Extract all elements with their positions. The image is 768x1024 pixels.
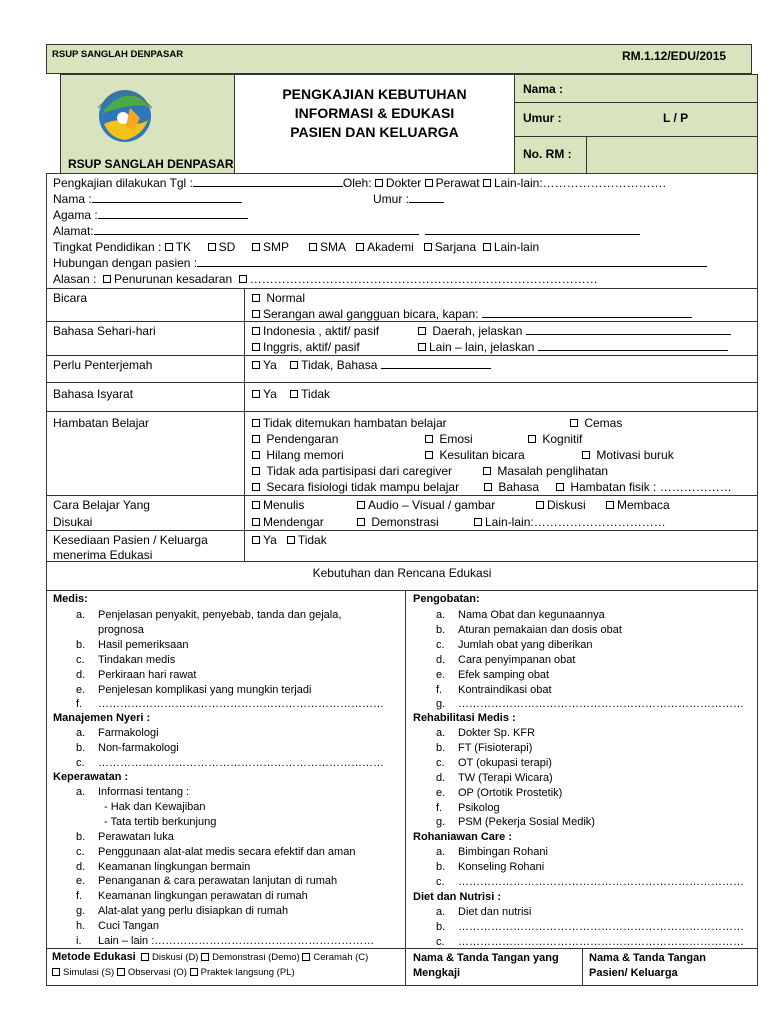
keperawatan-item: Informasi tentang : bbox=[98, 786, 190, 798]
bicara-serangan-checkbox[interactable] bbox=[252, 310, 260, 318]
hambatan-o5: Kognitif bbox=[528, 431, 582, 447]
pengobatan-item: Cara penyimpanan obat bbox=[458, 653, 576, 666]
pengobatan-item-letter: f. bbox=[436, 683, 443, 696]
keperawatan-title: Keperawatan : bbox=[53, 771, 129, 783]
pengobatan-item-letter: e. bbox=[436, 668, 446, 681]
bahasa-inggris-checkbox[interactable] bbox=[252, 343, 260, 351]
pendidikan-row: Tingkat Pendidikan : TK SD SMP SMA Akademi Sarjana Lain-lain bbox=[53, 240, 540, 254]
form-title-line2: INFORMASI & EDUKASI bbox=[294, 105, 455, 121]
metode-diskusi-checkbox[interactable] bbox=[141, 953, 149, 961]
rehab-item: Psikolog bbox=[458, 801, 500, 814]
pengobatan-item: Kontraindikasi obat bbox=[458, 683, 552, 696]
cara-o7: Lain-lain:…………………………… bbox=[474, 514, 666, 530]
rehab-item-letter: f. bbox=[436, 801, 443, 814]
keperawatan-item: - Hak dan Kewajiban bbox=[104, 800, 206, 813]
diet-item: …………………………………………………………………… bbox=[458, 935, 744, 948]
diet-item-letter: a. bbox=[436, 906, 446, 918]
pendidikan-sarjana-checkbox[interactable] bbox=[424, 243, 432, 251]
hambatan-o1: Tidak ditemukan hambatan belajar bbox=[252, 415, 447, 431]
keperawatan-item-letter: c. bbox=[76, 845, 85, 858]
hambatan-o3-checkbox[interactable] bbox=[252, 435, 260, 443]
penerjemah-bahasa-field[interactable] bbox=[381, 358, 491, 369]
hambatan-o7-checkbox[interactable] bbox=[425, 451, 433, 459]
hambatan-o5-checkbox[interactable] bbox=[528, 435, 536, 443]
bahasa-daerah-checkbox[interactable] bbox=[418, 327, 426, 335]
hambatan-o2-checkbox[interactable] bbox=[570, 419, 578, 427]
alamat-row: Alamat: bbox=[53, 223, 640, 239]
cara-demonstrasi-checkbox[interactable] bbox=[357, 518, 365, 526]
rohani-item-letter: b. bbox=[436, 860, 446, 873]
pengobatan-item-letter: g. bbox=[436, 698, 446, 711]
metode-row-2: Simulasi (S) Observasi (O) Praktek langsung (PL) bbox=[52, 966, 295, 979]
bicara-serangan: Serangan awal gangguan bicara, kapan: bbox=[252, 306, 692, 322]
rehab-item: FT (Fisioterapi) bbox=[458, 741, 533, 754]
form-code: RM.1.12/EDU/2015 bbox=[622, 49, 727, 63]
nyeri-item-letter: c. bbox=[76, 756, 85, 769]
rehab-item: Dokter Sp. KFR bbox=[458, 727, 536, 739]
rehab-item: OP (Ortotik Prostetik) bbox=[458, 786, 563, 799]
hambatan-o6: Hilang memori bbox=[252, 447, 344, 463]
pengobatan-item-letter: b. bbox=[436, 623, 446, 636]
keperawatan-item-letter: b. bbox=[76, 830, 86, 843]
metode-observasi-checkbox[interactable] bbox=[117, 968, 125, 976]
diet-item-letter: b. bbox=[436, 920, 446, 933]
sign-pasien-2: Pasien/ Keluarga bbox=[589, 967, 678, 979]
keperawatan-item: Alat-alat yang perlu disiapkan di rumah bbox=[98, 905, 289, 918]
lain-checkbox[interactable] bbox=[483, 179, 491, 187]
pengobatan-item: Efek samping obat bbox=[458, 668, 550, 681]
isyarat-ya-checkbox[interactable] bbox=[252, 390, 260, 398]
isyarat-tidak-checkbox[interactable] bbox=[290, 390, 298, 398]
nyeri-item-letter: a. bbox=[76, 727, 86, 739]
hambatan-o13: Hambatan fisik : ……………… bbox=[556, 479, 732, 495]
cara-diskusi-checkbox[interactable] bbox=[536, 501, 544, 509]
cara-mendengar-checkbox[interactable] bbox=[252, 518, 260, 526]
hubungan-row: Hubungan dengan pasien : bbox=[53, 255, 707, 271]
nama-row: Nama : bbox=[53, 191, 242, 207]
hambatan-o9: Tidak ada partisipasi dari caregiver bbox=[252, 463, 452, 479]
cara-membaca-checkbox[interactable] bbox=[606, 501, 614, 509]
metode-ceramah-checkbox[interactable] bbox=[302, 953, 310, 961]
bahasa-lain-field[interactable] bbox=[538, 340, 728, 351]
gender-header-label: L / P bbox=[663, 111, 689, 125]
keperawatan-item: Penggunaan alat-alat medis secara efektif dan aman bbox=[98, 845, 356, 858]
kesediaan-opts: Ya Tidak bbox=[252, 532, 327, 548]
hambatan-o8-checkbox[interactable] bbox=[582, 451, 590, 459]
keperawatan-item-letter: h. bbox=[76, 920, 86, 933]
medis-item: Perkiraan hari rawat bbox=[98, 668, 197, 681]
rohani-item: Bimbingan Rohani bbox=[458, 846, 548, 858]
bahasa-daerah-field[interactable] bbox=[526, 324, 731, 335]
umur-header-label: Umur : bbox=[523, 111, 562, 125]
bahasa-lain: Lain – lain, jelaskan bbox=[418, 339, 728, 355]
keperawatan-item-letter: i. bbox=[76, 935, 82, 947]
medis-item-letter: d. bbox=[76, 668, 86, 681]
pendidikan-akademi-checkbox[interactable] bbox=[356, 243, 364, 251]
norm-header-label: No. RM : bbox=[523, 147, 572, 161]
hambatan-label: Hambatan Belajar bbox=[53, 416, 150, 430]
keperawatan-item: Penanganan & cara perawatan lanjutan di rumah bbox=[98, 875, 338, 888]
penerjemah-opts: Ya Tidak, Bahasa bbox=[252, 357, 491, 373]
keperawatan-item-letter: e. bbox=[76, 875, 86, 888]
diet-item: …………………………………………………………………… bbox=[458, 920, 744, 933]
hospital-logo-icon bbox=[90, 78, 160, 148]
cara-label-1: Cara Belajar Yang bbox=[53, 498, 150, 512]
pengobatan-item-letter: d. bbox=[436, 653, 446, 666]
bicara-kapan-field[interactable] bbox=[482, 307, 692, 318]
hambatan-o9-checkbox[interactable] bbox=[252, 467, 260, 475]
nyeri-title: Manajemen Nyeri : bbox=[53, 712, 151, 724]
nyeri-item: Non-farmakologi bbox=[98, 741, 179, 754]
hambatan-o10: Masalah penglihatan bbox=[483, 463, 608, 479]
pengobatan-item: …………………………………………………………………… bbox=[458, 698, 744, 711]
keperawatan-item: - Tata tertib berkunjung bbox=[104, 815, 217, 828]
alamat-field[interactable] bbox=[94, 224, 419, 235]
needs-title: Kebutuhan dan Rencana Edukasi bbox=[312, 566, 492, 580]
cara-o2: Audio – Visual / gambar bbox=[357, 497, 495, 513]
pendidikan-lain-checkbox[interactable] bbox=[483, 243, 491, 251]
bahasa-inggris: Inggris, aktif/ pasif bbox=[252, 339, 360, 355]
keperawatan-item: Lain – lain :…………………………………………………… bbox=[98, 935, 375, 947]
medis-item: Tindakan medis bbox=[98, 653, 176, 666]
cara-o4: Membaca bbox=[606, 497, 670, 513]
medis-title: Medis: bbox=[53, 593, 88, 605]
medis-item: Hasil pemeriksaan bbox=[98, 638, 189, 651]
keperawatan-item-letter: g. bbox=[76, 905, 86, 918]
pengobatan-item-letter: a. bbox=[436, 609, 446, 621]
isyarat-label: Bahasa Isyarat bbox=[53, 387, 134, 401]
hambatan-o11: Secara fisiologi tidak mampu belajar bbox=[252, 479, 459, 495]
sign-pasien-1: Nama & Tanda Tangan bbox=[589, 952, 706, 964]
penerjemah-label: Perlu Penterjemah bbox=[53, 358, 153, 372]
pendidikan-tk-checkbox[interactable] bbox=[165, 243, 173, 251]
rehab-title: Rehabilitasi Medis : bbox=[413, 712, 516, 724]
cara-o1: Menulis bbox=[252, 497, 304, 513]
diet-item: Diet dan nutrisi bbox=[458, 906, 532, 918]
metode-row-1: Metode Edukasi Diskusi (D) Demonstrasi (Demo) Ceramah (C) bbox=[52, 951, 369, 963]
rehab-item-letter: c. bbox=[436, 756, 445, 769]
rehab-item-letter: d. bbox=[436, 771, 446, 784]
pengobatan-item: Nama Obat dan kegunaannya bbox=[458, 609, 605, 621]
pendidikan-sd-checkbox[interactable] bbox=[208, 243, 216, 251]
tgl-field[interactable] bbox=[193, 176, 343, 187]
rehab-item-letter: e. bbox=[436, 786, 446, 799]
cara-audio-checkbox[interactable] bbox=[357, 501, 365, 509]
keperawatan-item: Keamanan lingkungan perawatan di rumah bbox=[98, 890, 308, 903]
rohani-item-letter: c. bbox=[436, 875, 445, 888]
nyeri-item: Farmakologi bbox=[98, 727, 159, 739]
hambatan-o2: Cemas bbox=[570, 415, 622, 431]
metode-praktek-checkbox[interactable] bbox=[190, 968, 198, 976]
hambatan-o6-checkbox[interactable] bbox=[252, 451, 260, 459]
alasan-other-checkbox[interactable] bbox=[239, 275, 247, 283]
bahasa-daerah: Daerah, jelaskan bbox=[418, 323, 731, 339]
hambatan-o13-checkbox[interactable] bbox=[556, 483, 564, 491]
kesediaan-ya-checkbox[interactable] bbox=[252, 536, 260, 544]
sign-mengkaji-1: Nama & Tanda Tangan yang bbox=[413, 952, 559, 964]
pendidikan-sma-checkbox[interactable] bbox=[309, 243, 317, 251]
kesediaan-tidak-checkbox[interactable] bbox=[287, 536, 295, 544]
keperawatan-item-letter: f. bbox=[76, 890, 83, 903]
rehab-item: PSM (Pekerja Sosial Medik) bbox=[458, 816, 595, 829]
medis-item-letter: f. bbox=[76, 698, 83, 711]
metode-demo-checkbox[interactable] bbox=[201, 953, 209, 961]
metode-simulasi-checkbox[interactable] bbox=[52, 968, 60, 976]
bicara-label: Bicara bbox=[53, 291, 88, 305]
umur-field[interactable] bbox=[409, 192, 444, 203]
bahasa-indonesia-checkbox[interactable] bbox=[252, 327, 260, 335]
hubungan-field[interactable] bbox=[197, 256, 707, 267]
hambatan-o11-checkbox[interactable] bbox=[252, 483, 260, 491]
rohani-title: Rohaniawan Care : bbox=[413, 831, 513, 843]
cara-o3: Diskusi bbox=[536, 497, 586, 513]
medis-item: Penjelasan penyakit, penyebab, tanda dan gejala, bbox=[98, 609, 342, 621]
keperawatan-item: Keamanan lingkungan bermain bbox=[98, 860, 251, 873]
rohani-item: …………………………………………………………………… bbox=[458, 875, 744, 888]
form-title-line1: PENGKAJIAN KEBUTUHAN bbox=[282, 86, 467, 102]
bicara-normal: Normal bbox=[252, 290, 305, 306]
diet-title: Diet dan Nutrisi : bbox=[413, 891, 502, 903]
pengobatan-item-letter: c. bbox=[436, 638, 445, 651]
bahasa-label: Bahasa Sehari-hari bbox=[53, 324, 156, 338]
pengobatan-title: Pengobatan: bbox=[413, 593, 480, 605]
penerjemah-ya-checkbox[interactable] bbox=[252, 361, 260, 369]
cara-menulis-checkbox[interactable] bbox=[252, 501, 260, 509]
hambatan-o3: Pendengaran bbox=[252, 431, 338, 447]
bicara-normal-checkbox[interactable] bbox=[252, 294, 260, 302]
form-title-line3: PASIEN DAN KELUARGA bbox=[290, 124, 459, 140]
medis-item-letter: b. bbox=[76, 638, 86, 651]
medis-item: prognosa bbox=[98, 623, 144, 636]
sign-mengkaji-2: Mengkaji bbox=[413, 967, 461, 979]
kesediaan-label-1: Kesediaan Pasien / Keluarga bbox=[53, 533, 208, 547]
isyarat-opts: Ya Tidak bbox=[252, 386, 330, 402]
keperawatan-item-letter: a. bbox=[76, 786, 86, 798]
hambatan-o7: Kesulitan bicara bbox=[425, 447, 525, 463]
keperawatan-item: Cuci Tangan bbox=[98, 920, 159, 933]
keperawatan-item-letter: d. bbox=[76, 860, 86, 873]
perawat-checkbox[interactable] bbox=[425, 179, 433, 187]
cara-label-2: Disukai bbox=[53, 515, 93, 529]
nama-field[interactable] bbox=[92, 192, 242, 203]
pendidikan-smp-checkbox[interactable] bbox=[252, 243, 260, 251]
hambatan-o10-checkbox[interactable] bbox=[483, 467, 491, 475]
penerjemah-tidak-checkbox[interactable] bbox=[290, 361, 298, 369]
bahasa-indonesia: Indonesia , aktif/ pasif bbox=[252, 323, 379, 339]
cara-o5: Mendengar bbox=[252, 514, 324, 530]
agama-row: Agama : bbox=[53, 207, 248, 223]
medis-item-letter: c. bbox=[76, 653, 85, 666]
umur-row: Umur : bbox=[373, 191, 444, 207]
rehab-item-letter: a. bbox=[436, 727, 446, 739]
rehab-item: TW (Terapi Wicara) bbox=[458, 771, 553, 784]
diet-item-letter: c. bbox=[436, 935, 445, 948]
agama-field[interactable] bbox=[98, 208, 248, 219]
keperawatan-item: Perawatan luka bbox=[98, 830, 174, 843]
medis-item-letter: e. bbox=[76, 683, 86, 696]
rohani-item: Konseling Rohani bbox=[458, 860, 545, 873]
alasan-row: Alasan : Penurunan kesadaran …………………………………………………………………………… bbox=[53, 272, 598, 286]
cara-o6: Demonstrasi bbox=[357, 514, 439, 530]
dokter-checkbox[interactable] bbox=[375, 179, 383, 187]
medis-item: Penjelesan komplikasi yang mungkin terjadi bbox=[98, 683, 312, 696]
hambatan-o8: Motivasi buruk bbox=[582, 447, 674, 463]
pengobatan-item: Jumlah obat yang diberikan bbox=[458, 638, 593, 651]
nyeri-item-letter: b. bbox=[76, 741, 86, 754]
cara-lain-checkbox[interactable] bbox=[474, 518, 482, 526]
hospital-name-under-logo: RSUP SANGLAH DENPASAR bbox=[68, 157, 234, 171]
rehab-item: OT (okupasi terapi) bbox=[458, 756, 552, 769]
nama-header-label: Nama : bbox=[523, 82, 564, 96]
medis-item: …………………………………………………………………… bbox=[98, 698, 384, 711]
rehab-item-letter: b. bbox=[436, 741, 446, 754]
tgl-row: Pengkajian dilakukan Tgl : Oleh: Dokter Perawat Lain-lain:…………………………. bbox=[53, 176, 666, 190]
hambatan-o12: Bahasa bbox=[484, 479, 539, 495]
hambatan-o4: Emosi bbox=[425, 431, 473, 447]
kesediaan-label-2: menerima Edukasi bbox=[53, 548, 153, 562]
nyeri-item: …………………………………………………………………… bbox=[98, 756, 384, 769]
medis-item-letter: a. bbox=[76, 609, 86, 621]
alamat-field-2[interactable] bbox=[425, 224, 640, 235]
rehab-item-letter: g. bbox=[436, 816, 446, 829]
rohani-item-letter: a. bbox=[436, 846, 446, 858]
hospital-name-small: RSUP SANGLAH DENPASAR bbox=[52, 49, 184, 60]
hambatan-o12-checkbox[interactable] bbox=[484, 483, 492, 491]
bahasa-lain-checkbox[interactable] bbox=[418, 343, 426, 351]
alasan-penurunan-checkbox[interactable] bbox=[103, 275, 111, 283]
hambatan-o1-checkbox[interactable] bbox=[252, 419, 260, 427]
hambatan-o4-checkbox[interactable] bbox=[425, 435, 433, 443]
pengobatan-item: Aturan pemakaian dan dosis obat bbox=[458, 623, 622, 636]
